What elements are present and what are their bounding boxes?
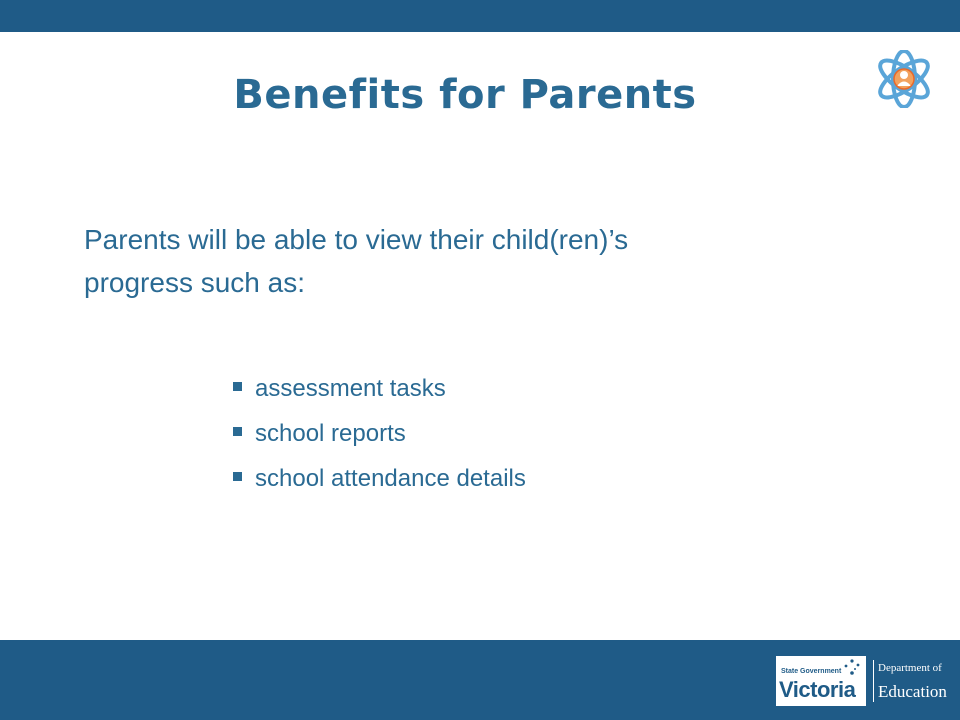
department-name: Education: [878, 682, 947, 701]
list-item-text: school attendance details: [255, 464, 526, 492]
list-item: [233, 366, 526, 411]
southern-cross-icon: [840, 658, 864, 676]
list-item-text: assessment tasks: [255, 374, 446, 402]
list-item: [233, 456, 526, 501]
square-bullet-icon: [233, 382, 242, 391]
atom-person-icon: [872, 50, 936, 108]
footer-divider: [873, 660, 874, 702]
intro-line-2: progress such as:: [84, 267, 305, 298]
intro-line-1: Parents will be able to view their child(ren)’s: [84, 224, 629, 255]
square-bullet-icon: [233, 472, 242, 481]
victoria-logo-box: [776, 656, 866, 706]
intro-paragraph: [84, 218, 844, 304]
slide-title: Benefits for Parents: [233, 72, 697, 118]
department-label: Department of: [878, 662, 942, 674]
list-item: [233, 411, 526, 456]
square-bullet-icon: [233, 427, 242, 436]
top-banner: [0, 0, 960, 32]
victoria-wordmark: Victoria: [779, 677, 856, 702]
state-government-label: State Government: [781, 668, 842, 675]
list-item-text: school reports: [255, 419, 406, 447]
victoria-education-logo: [776, 654, 946, 708]
benefit-list: [233, 366, 526, 501]
